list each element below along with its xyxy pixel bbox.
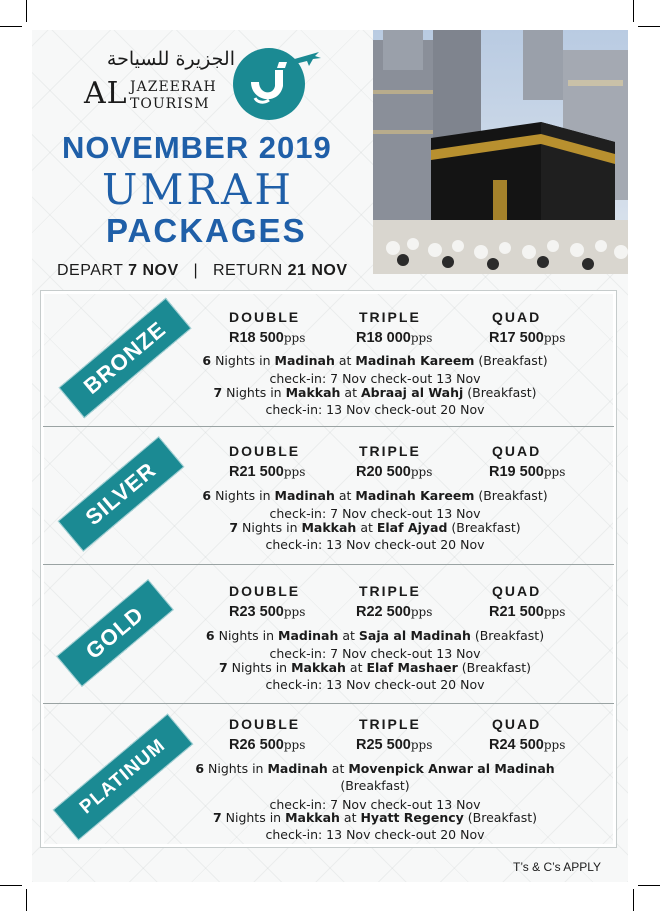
crop-mark (638, 885, 660, 886)
package-price (229, 330, 305, 346)
madinah-checkin-line: check-in: 7 Nov check-out 13 Nov (269, 797, 481, 812)
price-unit: pps (410, 465, 433, 479)
makkah-stay-line (120, 660, 630, 675)
room-type-header: QUAD (492, 716, 542, 732)
terms-note: T’s & C’s APPLY (513, 860, 602, 874)
at-text: at (338, 353, 352, 368)
city-name: Madinah (267, 761, 328, 776)
crop-mark (633, 889, 634, 911)
nights-count: 6 (205, 628, 215, 643)
logo-al: AL (84, 76, 128, 111)
makkah-checkin-line: check-in: 13 Nov check-out 20 Nov (265, 677, 485, 692)
city-name: Makkah (285, 385, 341, 400)
hotel-name: Madinah Kareem (355, 353, 475, 368)
hotel-name: Madinah Kareem (355, 488, 475, 503)
at-text: at (338, 488, 352, 503)
hotel-name: Hyatt Regency (360, 810, 464, 825)
price-unit: pps (283, 738, 306, 752)
city-name: Madinah (274, 353, 335, 368)
price-value: R24 500 (489, 737, 544, 753)
nights-count: 7 (218, 660, 228, 675)
nights-in-text: Nights in (225, 810, 282, 825)
city-name: Makkah (285, 810, 340, 825)
nights-count: 7 (213, 385, 223, 400)
logo-jazeerah: JAZEERAH (130, 79, 217, 95)
crop-mark (26, 0, 27, 22)
nights-in-text: Nights in (231, 660, 288, 675)
crop-mark (26, 889, 27, 911)
nights-count: 7 (212, 810, 222, 825)
madinah-checkin-line: check-in: 7 Nov check-out 13 Nov (269, 371, 481, 386)
nights-count: 6 (195, 761, 205, 776)
price-unit: pps (410, 331, 433, 345)
package-price (489, 604, 565, 620)
at-text: at (342, 628, 355, 643)
date-separator: | (193, 262, 199, 279)
hotel-name: Elaf Ajyad (376, 520, 448, 535)
city-name: Makkah (291, 660, 346, 675)
at-text: at (343, 810, 357, 825)
travel-dates (57, 262, 348, 280)
madinah-stay-line (120, 628, 630, 643)
price-unit: pps (410, 605, 433, 619)
package-price (489, 330, 565, 346)
nights-in-text: Nights in (215, 353, 271, 368)
at-text: at (349, 660, 363, 675)
package-price (229, 737, 305, 753)
room-type-header: TRIPLE (359, 309, 421, 325)
price-unit: pps (543, 605, 566, 619)
board-type: (Breakfast) (474, 628, 545, 643)
board-type: (Breakfast) (461, 660, 532, 675)
package-price (489, 464, 565, 480)
logo-emblem-icon (229, 42, 321, 122)
board-type: (Breakfast) (340, 778, 410, 793)
room-type-header: TRIPLE (359, 443, 421, 459)
price-unit: pps (410, 738, 433, 752)
hotel-name: Saja al Madinah (358, 628, 471, 643)
package-price (356, 330, 432, 346)
board-type: (Breakfast) (478, 488, 548, 503)
package-tier-badge: PLATINUM (53, 713, 194, 840)
hotel-name: Abraaj al Wahj (360, 385, 464, 400)
package-price (356, 737, 432, 753)
title-month: NOVEMBER 2019 (62, 130, 332, 165)
hotel-name: Movenpick Anwar al Madinah (348, 761, 555, 776)
city-name: Makkah (301, 520, 357, 535)
hotel-name: Elaf Mashaer (366, 660, 458, 675)
crop-mark (0, 26, 22, 27)
depart-date: 7 NOV (128, 262, 179, 279)
price-unit: pps (543, 465, 566, 479)
nights-in-text: Nights in (226, 385, 282, 400)
makkah-stay-line (120, 520, 630, 535)
nights-in-text: Nights in (242, 520, 298, 535)
at-text: at (331, 761, 345, 776)
package-price (229, 464, 305, 480)
makkah-checkin-line: check-in: 13 Nov check-out 20 Nov (265, 537, 485, 552)
price-unit: pps (543, 738, 566, 752)
at-text: at (344, 385, 357, 400)
board-type: (Breakfast) (467, 385, 537, 400)
price-unit: pps (283, 605, 306, 619)
crop-mark (633, 0, 634, 22)
nights-count: 6 (202, 488, 212, 503)
package-tier-badge: GOLD (56, 579, 174, 687)
price-value: R19 500 (489, 464, 544, 480)
price-value: R18 500 (229, 330, 284, 346)
price-unit: pps (283, 465, 306, 479)
nights-count: 6 (202, 353, 212, 368)
city-name: Madinah (278, 628, 339, 643)
crop-mark (638, 26, 660, 27)
title-umrah: UMRAH (102, 165, 294, 214)
madinah-stay-line (120, 353, 630, 368)
kaaba-photo (373, 30, 628, 274)
makkah-checkin-line: check-in: 13 Nov check-out 20 Nov (265, 827, 485, 842)
nights-in-text: Nights in (218, 628, 275, 643)
price-value: R26 500 (229, 737, 284, 753)
nights-in-text: Nights in (215, 488, 271, 503)
madinah-stay-line (120, 761, 630, 776)
price-value: R23 500 (229, 604, 284, 620)
madinah-checkin-line: check-in: 7 Nov check-out 13 Nov (269, 646, 481, 661)
package-price (356, 604, 432, 620)
logo-tourism: TOURISM (130, 96, 210, 112)
depart-label: DEPART (57, 262, 124, 279)
city-name: Madinah (274, 488, 335, 503)
makkah-stay-line (120, 385, 630, 400)
board-type: (Breakfast) (478, 353, 548, 368)
return-label: RETURN (212, 262, 283, 279)
package-price (489, 737, 565, 753)
return-date: 21 NOV (287, 262, 348, 279)
package-tier-badge: BRONZE (59, 298, 192, 419)
nights-count: 7 (229, 520, 239, 535)
price-value: R18 000 (356, 330, 411, 346)
crop-mark (0, 885, 22, 886)
room-type-header: DOUBLE (229, 443, 301, 459)
price-unit: pps (283, 331, 306, 345)
room-type-header: QUAD (492, 583, 542, 599)
room-type-header: DOUBLE (229, 716, 301, 732)
package-tier-badge: SILVER (58, 436, 185, 551)
room-type-header: QUAD (492, 443, 542, 459)
nights-in-text: Nights in (208, 761, 264, 776)
price-value: R20 500 (356, 464, 411, 480)
room-type-header: QUAD (492, 309, 542, 325)
logo-arabic-text: الجزيرة للسياحة (106, 48, 235, 70)
at-text: at (360, 520, 373, 535)
package-price (229, 604, 305, 620)
price-unit: pps (543, 331, 566, 345)
madinah-stay-line (120, 488, 630, 503)
board-type: (Breakfast) (451, 520, 521, 535)
room-type-header: DOUBLE (229, 583, 301, 599)
package-price (356, 464, 432, 480)
room-type-header: TRIPLE (359, 716, 421, 732)
board-type: (Breakfast) (467, 810, 538, 825)
room-type-header: DOUBLE (229, 309, 301, 325)
price-value: R25 500 (356, 737, 411, 753)
madinah-checkin-line: check-in: 7 Nov check-out 13 Nov (269, 506, 481, 521)
price-value: R22 500 (356, 604, 411, 620)
title-packages: PACKAGES (106, 212, 307, 249)
makkah-checkin-line: check-in: 13 Nov check-out 20 Nov (265, 402, 485, 417)
price-value: R17 500 (489, 330, 544, 346)
price-value: R21 500 (489, 604, 544, 620)
price-value: R21 500 (229, 464, 284, 480)
room-type-header: TRIPLE (359, 583, 421, 599)
makkah-stay-line (120, 810, 630, 825)
